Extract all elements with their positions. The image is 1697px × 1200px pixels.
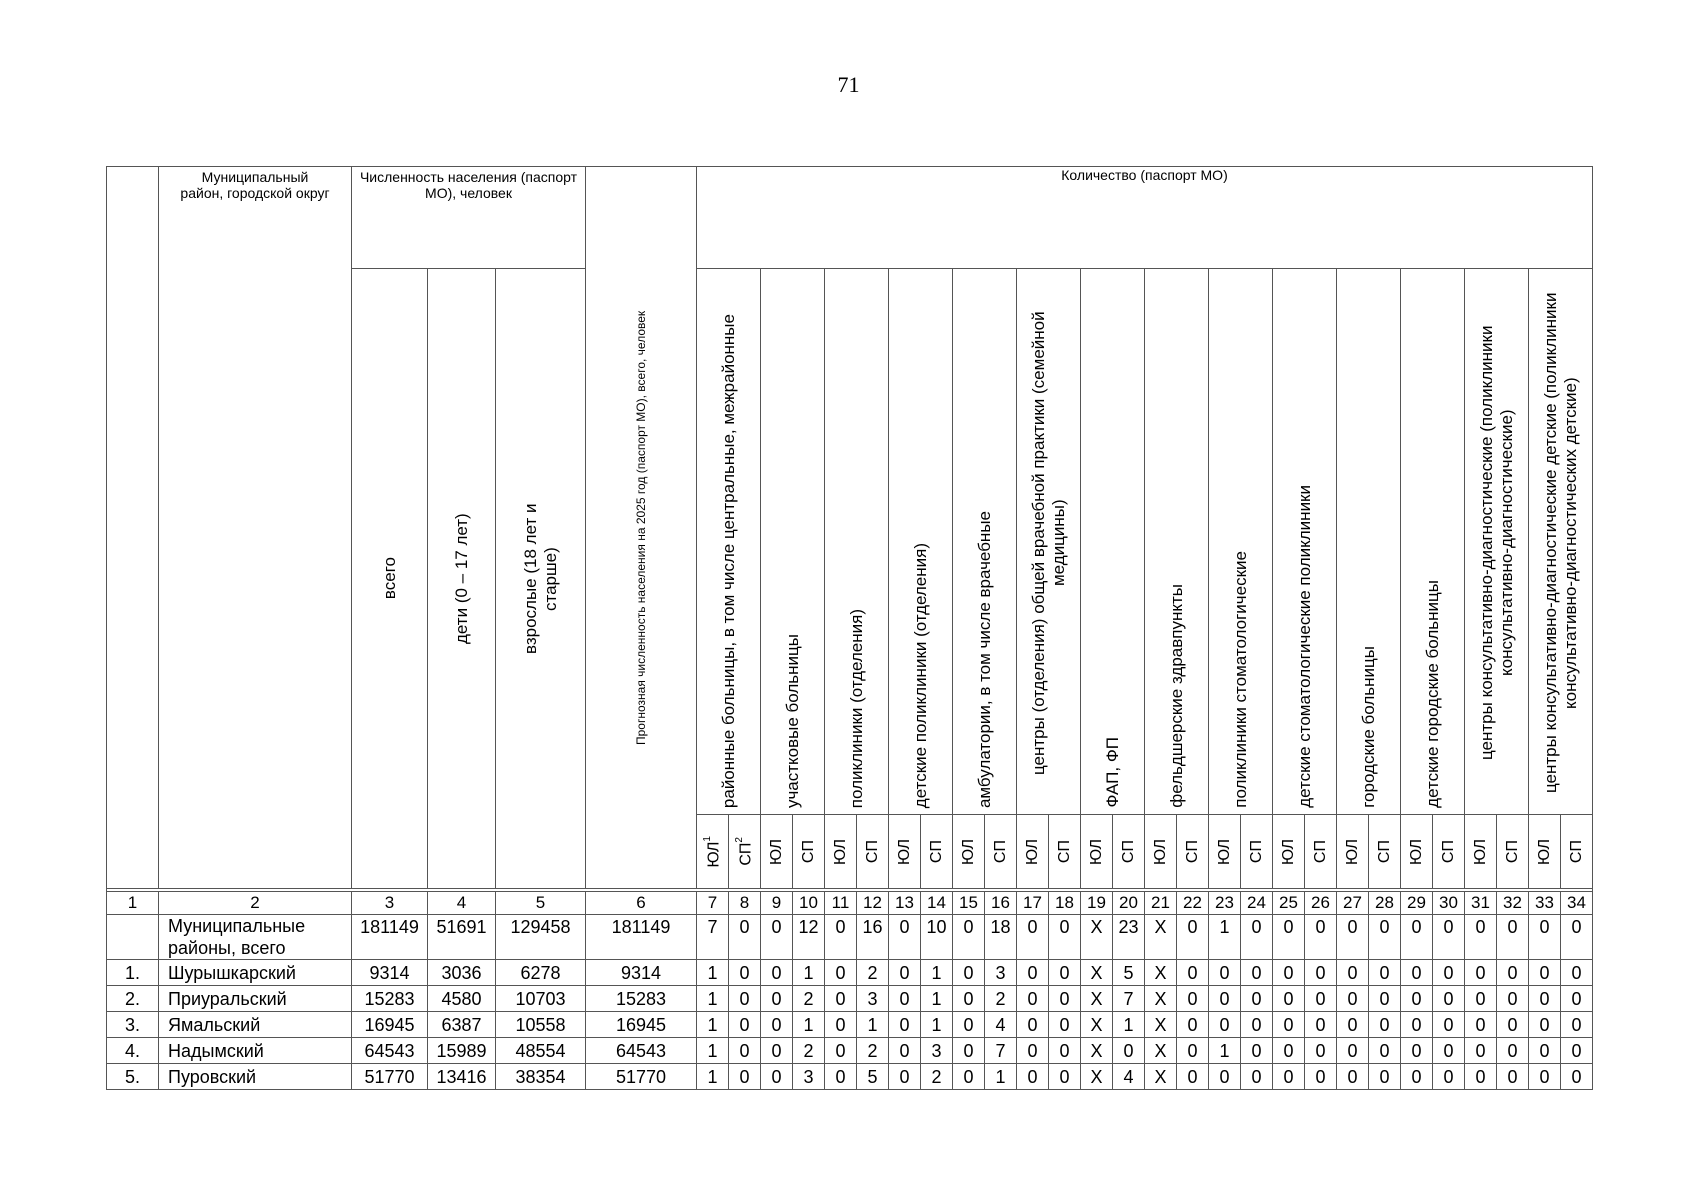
population-children: 13416 (428, 1064, 496, 1090)
facility-count: 0 (889, 986, 921, 1012)
facility-count: 1 (1113, 1012, 1145, 1038)
facility-count: 0 (1177, 1012, 1209, 1038)
facility-count: 1 (985, 1064, 1017, 1090)
header-yul: $ЮЛ^1$ (697, 815, 729, 889)
facility-count: 0 (1305, 915, 1337, 960)
facility-count: 4 (1113, 1064, 1145, 1090)
row-number (107, 915, 159, 960)
header-sp: СП (1113, 815, 1145, 889)
facilities-table (106, 166, 1593, 1090)
header-category: детские поликлиники (отделения) (889, 269, 953, 815)
facility-count: 0 (1529, 915, 1561, 960)
facility-count: 0 (1241, 1064, 1273, 1090)
column-number: 25 (1273, 892, 1305, 915)
facility-count: 0 (1465, 986, 1497, 1012)
facility-count: 1 (857, 1012, 889, 1038)
district-name: Ямальский (159, 1012, 352, 1038)
column-number: 2 (159, 892, 352, 915)
column-number: 13 (889, 892, 921, 915)
facility-count: 0 (1049, 1012, 1081, 1038)
facility-count: 0 (1337, 960, 1369, 986)
facility-count: Х (1081, 915, 1113, 960)
column-number: 32 (1497, 892, 1529, 915)
header-category: центры консультативно-диагностические (поликлиники консультативно-диагностические) (1465, 269, 1529, 815)
header-sp: СП (1305, 815, 1337, 889)
facility-count: 0 (1337, 1012, 1369, 1038)
population-forecast: 51770 (586, 1064, 697, 1090)
facility-count: 0 (761, 1012, 793, 1038)
facility-count: Х (1081, 960, 1113, 986)
facility-count: 0 (1497, 1038, 1529, 1064)
facility-count: 23 (1113, 915, 1145, 960)
header-category: ФАП, ФП (1081, 269, 1145, 815)
facility-count: Х (1081, 986, 1113, 1012)
population-adults: 6278 (496, 960, 586, 986)
facility-count: 0 (1337, 1064, 1369, 1090)
header-category: поликлиники (отделения) (825, 269, 889, 815)
facility-count: 0 (1049, 960, 1081, 986)
column-number: 21 (1145, 892, 1177, 915)
table-row (107, 960, 1593, 986)
header-category: центры (отделения) общей врачебной практики (семейной медицины) (1017, 269, 1081, 815)
facility-count: 0 (1177, 915, 1209, 960)
facility-count: 0 (1369, 1012, 1401, 1038)
facility-count: 0 (953, 1064, 985, 1090)
facility-count: 16 (857, 915, 889, 960)
facility-count: 0 (1177, 1064, 1209, 1090)
facility-count: 0 (1049, 1038, 1081, 1064)
population-adults: 38354 (496, 1064, 586, 1090)
facility-count: 0 (1465, 1038, 1497, 1064)
header-sp: СП (793, 815, 825, 889)
facility-count: 3 (793, 1064, 825, 1090)
population-total: 16945 (352, 1012, 428, 1038)
facility-count: 18 (985, 915, 1017, 960)
facility-count: 0 (1561, 1064, 1593, 1090)
column-number: 10 (793, 892, 825, 915)
facility-count: 0 (1177, 960, 1209, 986)
district-name: Надымский (159, 1038, 352, 1064)
row-number: 3. (107, 1012, 159, 1038)
header-sp: СП (921, 815, 953, 889)
facility-count: 0 (1497, 1064, 1529, 1090)
facility-count: 0 (1177, 1038, 1209, 1064)
facility-count: 0 (825, 986, 857, 1012)
district-name: Муниципальные районы, всего (159, 915, 352, 960)
header-sp: СП (1497, 815, 1529, 889)
column-number: 15 (953, 892, 985, 915)
facility-count: 0 (761, 986, 793, 1012)
header-yul: ЮЛ (953, 815, 985, 889)
facility-count: 0 (1497, 960, 1529, 986)
facility-count: 0 (953, 960, 985, 986)
facility-count: 0 (1369, 986, 1401, 1012)
facility-count: 0 (825, 1038, 857, 1064)
facility-count: 0 (1561, 1038, 1593, 1064)
header-sp: СП (1241, 815, 1273, 889)
header-yul: ЮЛ (761, 815, 793, 889)
population-forecast: 16945 (586, 1012, 697, 1038)
table-row (107, 1064, 1593, 1090)
facility-count: 0 (1305, 986, 1337, 1012)
facility-count: 1 (697, 1012, 729, 1038)
table-row (107, 986, 1593, 1012)
facility-count: 4 (985, 1012, 1017, 1038)
facility-count: 0 (1209, 1012, 1241, 1038)
population-forecast: 9314 (586, 960, 697, 986)
facility-count: 1 (921, 1012, 953, 1038)
header-category: участковые больницы (761, 269, 825, 815)
column-number: 11 (825, 892, 857, 915)
facility-count: 2 (857, 1038, 889, 1064)
facility-count: Х (1145, 1012, 1177, 1038)
header-yul: ЮЛ (1529, 815, 1561, 889)
facility-count: 0 (953, 1038, 985, 1064)
facility-count: 0 (889, 915, 921, 960)
table-row (107, 1012, 1593, 1038)
column-number: 27 (1337, 892, 1369, 915)
facility-count: 0 (1401, 986, 1433, 1012)
facility-count: 3 (857, 986, 889, 1012)
facility-count: 0 (1401, 915, 1433, 960)
facility-count: 0 (1561, 915, 1593, 960)
column-number: 3 (352, 892, 428, 915)
population-adults: 129458 (496, 915, 586, 960)
facility-count: 2 (921, 1064, 953, 1090)
header-yul: ЮЛ (1209, 815, 1241, 889)
population-adults: 10703 (496, 986, 586, 1012)
facility-count: Х (1081, 1038, 1113, 1064)
facility-count: 0 (1497, 1012, 1529, 1038)
facility-count: 0 (1273, 1064, 1305, 1090)
header-yul: ЮЛ (1017, 815, 1049, 889)
facility-count: 0 (1433, 960, 1465, 986)
table-row (107, 1038, 1593, 1064)
header-pop-adults: взрослые (18 лет и старше) (496, 269, 586, 889)
header-sp: СП (1433, 815, 1465, 889)
facility-count: 0 (1273, 915, 1305, 960)
facility-count: 0 (1433, 1012, 1465, 1038)
facility-count: 10 (921, 915, 953, 960)
facility-count: 0 (1529, 1012, 1561, 1038)
column-number: 6 (586, 892, 697, 915)
facility-count: 2 (985, 986, 1017, 1012)
facility-count: 0 (1017, 1038, 1049, 1064)
column-number: 30 (1433, 892, 1465, 915)
row-number: 1. (107, 960, 159, 986)
header-quantity: Количество (паспорт МО) (697, 167, 1593, 269)
facility-count: 2 (857, 960, 889, 986)
header-yul: ЮЛ (1401, 815, 1433, 889)
facility-count: 0 (953, 1012, 985, 1038)
facility-count: 0 (1017, 1012, 1049, 1038)
facility-count: 0 (1369, 915, 1401, 960)
facility-count: 0 (825, 1064, 857, 1090)
facility-count: 0 (1049, 915, 1081, 960)
row-number: 5. (107, 1064, 159, 1090)
facility-count: Х (1145, 1038, 1177, 1064)
facility-count: 1 (697, 1038, 729, 1064)
facility-count: 0 (1529, 1038, 1561, 1064)
facility-count: 1 (697, 960, 729, 986)
population-children: 15989 (428, 1038, 496, 1064)
facility-count: 0 (953, 986, 985, 1012)
facility-count: 0 (1433, 915, 1465, 960)
facility-count: 1 (793, 960, 825, 986)
facility-count: 0 (1369, 960, 1401, 986)
header-pop-children: дети (0 – 17 лет) (428, 269, 496, 889)
facility-count: 0 (761, 960, 793, 986)
facility-count: 0 (729, 960, 761, 986)
facility-count: 0 (761, 915, 793, 960)
facility-count: Х (1145, 1064, 1177, 1090)
facility-count: 0 (1017, 915, 1049, 960)
facility-count: 7 (985, 1038, 1017, 1064)
facility-count: 0 (1369, 1038, 1401, 1064)
facility-count: 0 (1401, 960, 1433, 986)
facility-count: 0 (1561, 1012, 1593, 1038)
facility-count: Х (1081, 1012, 1113, 1038)
facility-count: 0 (1177, 986, 1209, 1012)
population-children: 3036 (428, 960, 496, 986)
facility-count: Х (1145, 960, 1177, 986)
district-name: Пуровский (159, 1064, 352, 1090)
column-number: 22 (1177, 892, 1209, 915)
column-number: 28 (1369, 892, 1401, 915)
facility-count: Х (1145, 915, 1177, 960)
facility-count: 0 (729, 1064, 761, 1090)
facility-count: 0 (1049, 1064, 1081, 1090)
facility-count: 3 (921, 1038, 953, 1064)
facility-count: 1 (1209, 1038, 1241, 1064)
row-number: 4. (107, 1038, 159, 1064)
facility-count: 0 (1433, 1038, 1465, 1064)
column-number: 31 (1465, 892, 1497, 915)
population-children: 6387 (428, 1012, 496, 1038)
facility-count: 0 (1273, 986, 1305, 1012)
header-category: поликлиники стоматологические (1209, 269, 1273, 815)
facility-count: 0 (1241, 986, 1273, 1012)
header-district: Муниципальный район, городской округ (159, 167, 352, 889)
facility-count: 0 (1273, 1012, 1305, 1038)
facility-count: 0 (1241, 1012, 1273, 1038)
facility-count: 0 (1241, 1038, 1273, 1064)
facility-count: 1 (1209, 915, 1241, 960)
facility-count: 0 (1337, 915, 1369, 960)
facility-count: 0 (1465, 915, 1497, 960)
district-name: Шурышкарский (159, 960, 352, 986)
facility-count: 0 (1465, 1064, 1497, 1090)
header-yul: ЮЛ (1337, 815, 1369, 889)
column-number: 4 (428, 892, 496, 915)
facility-count: 0 (1241, 915, 1273, 960)
header-category: районные больницы, в том числе центральные, межрайонные (697, 269, 761, 815)
header-forecast: Прогнозная численность населения на 2025 год (паспорт МО), всего, человек (586, 167, 697, 889)
header-row-number (107, 167, 159, 889)
column-number: 34 (1561, 892, 1593, 915)
population-total: 51770 (352, 1064, 428, 1090)
facility-count: 0 (1465, 960, 1497, 986)
district-name: Приуральский (159, 986, 352, 1012)
header-category: детские стоматологические поликлиники (1273, 269, 1337, 815)
facility-count: 1 (921, 986, 953, 1012)
facility-count: 0 (1049, 986, 1081, 1012)
facility-count: 0 (1369, 1064, 1401, 1090)
facility-count: 1 (697, 1064, 729, 1090)
facility-count: 0 (1497, 986, 1529, 1012)
population-forecast: 15283 (586, 986, 697, 1012)
column-number: 19 (1081, 892, 1113, 915)
facility-count: 0 (1305, 1012, 1337, 1038)
facility-count: 3 (985, 960, 1017, 986)
facility-count: 0 (1209, 986, 1241, 1012)
column-number: 12 (857, 892, 889, 915)
facility-count: 0 (1529, 960, 1561, 986)
facility-count: 0 (1433, 986, 1465, 1012)
facility-count: 0 (1401, 1012, 1433, 1038)
facility-count: 0 (889, 1012, 921, 1038)
facility-count: 0 (1209, 1064, 1241, 1090)
header-category: городские больницы (1337, 269, 1401, 815)
population-total: 9314 (352, 960, 428, 986)
facility-count: 0 (1433, 1064, 1465, 1090)
facility-count: 0 (1337, 1038, 1369, 1064)
facility-count: 1 (921, 960, 953, 986)
facility-count: Х (1145, 986, 1177, 1012)
column-number: 17 (1017, 892, 1049, 915)
column-number: 5 (496, 892, 586, 915)
header-sp: СП (1561, 815, 1593, 889)
header-pop-total: всего (352, 269, 428, 889)
population-adults: 48554 (496, 1038, 586, 1064)
header-category: фельдшерские здравпункты (1145, 269, 1209, 815)
facility-count: 0 (953, 915, 985, 960)
header-yul: ЮЛ (1145, 815, 1177, 889)
facility-count: 0 (1017, 986, 1049, 1012)
facility-count: 0 (825, 1012, 857, 1038)
column-number: 14 (921, 892, 953, 915)
facility-count: 0 (1241, 960, 1273, 986)
column-number: 20 (1113, 892, 1145, 915)
facility-count: 0 (889, 1064, 921, 1090)
facility-count: 0 (1529, 986, 1561, 1012)
facility-count: 12 (793, 915, 825, 960)
facility-count: 0 (825, 915, 857, 960)
header-yul: ЮЛ (1273, 815, 1305, 889)
column-number: 26 (1305, 892, 1337, 915)
header-category: центры консультативно-диагностические детские (поликлиники консультативно-диагностических детские) (1529, 269, 1593, 815)
column-number: 16 (985, 892, 1017, 915)
facility-count: 0 (761, 1064, 793, 1090)
facility-count: 0 (1113, 1038, 1145, 1064)
facility-count: 0 (1305, 1038, 1337, 1064)
column-number: 23 (1209, 892, 1241, 915)
facility-count: 0 (1273, 960, 1305, 986)
facility-count: 7 (697, 915, 729, 960)
column-number: 9 (761, 892, 793, 915)
population-total: 181149 (352, 915, 428, 960)
facility-count: 7 (1113, 986, 1145, 1012)
header-sp: СП (985, 815, 1017, 889)
facility-count: 0 (1529, 1064, 1561, 1090)
column-number: 33 (1529, 892, 1561, 915)
facility-count: Х (1081, 1064, 1113, 1090)
column-number: 8 (729, 892, 761, 915)
facility-count: 0 (1017, 1064, 1049, 1090)
facility-count: 0 (825, 960, 857, 986)
header-sp: СП (1049, 815, 1081, 889)
header-yul: ЮЛ (1465, 815, 1497, 889)
facility-count: 5 (1113, 960, 1145, 986)
header-sp: СП (857, 815, 889, 889)
facility-count: 2 (793, 1038, 825, 1064)
header-population: Численность населения (паспорт МО), человек (352, 167, 586, 269)
facility-count: 0 (1305, 1064, 1337, 1090)
page-number: 71 (837, 72, 860, 97)
population-total: 64543 (352, 1038, 428, 1064)
table-row (107, 915, 1593, 960)
header-sp: СП (1177, 815, 1209, 889)
column-number: 7 (697, 892, 729, 915)
facility-count: 0 (761, 1038, 793, 1064)
population-forecast: 64543 (586, 1038, 697, 1064)
facility-count: 2 (793, 986, 825, 1012)
header-category: амбулатории, в том числе врачебные (953, 269, 1017, 815)
facility-count: 0 (729, 1038, 761, 1064)
facility-count: 0 (1337, 986, 1369, 1012)
column-number: 24 (1241, 892, 1273, 915)
population-children: 4580 (428, 986, 496, 1012)
population-total: 15283 (352, 986, 428, 1012)
facility-count: 1 (793, 1012, 825, 1038)
facility-count: 0 (889, 960, 921, 986)
header-sp: $СП^2$ (729, 815, 761, 889)
header-yul: ЮЛ (889, 815, 921, 889)
facility-count: 1 (697, 986, 729, 1012)
facility-count: 0 (1401, 1064, 1433, 1090)
column-numbers-row (107, 892, 1593, 915)
facility-count: 0 (1561, 960, 1593, 986)
facility-count: 0 (1465, 1012, 1497, 1038)
facility-count: 0 (1209, 960, 1241, 986)
row-number: 2. (107, 986, 159, 1012)
facility-count: 0 (1305, 960, 1337, 986)
column-number: 18 (1049, 892, 1081, 915)
facility-count: 0 (1401, 1038, 1433, 1064)
facility-count: 0 (729, 986, 761, 1012)
facility-count: 0 (729, 915, 761, 960)
facility-count: 0 (889, 1038, 921, 1064)
facility-count: 0 (1561, 986, 1593, 1012)
facility-count: 0 (1273, 1038, 1305, 1064)
facility-count: 0 (729, 1012, 761, 1038)
header-yul: ЮЛ (825, 815, 857, 889)
population-children: 51691 (428, 915, 496, 960)
column-number: 29 (1401, 892, 1433, 915)
facility-count: 5 (857, 1064, 889, 1090)
facility-count: 0 (1497, 915, 1529, 960)
header-yul: ЮЛ (1081, 815, 1113, 889)
header-category: детские городские больницы (1401, 269, 1465, 815)
population-forecast: 181149 (586, 915, 697, 960)
facility-count: 0 (1017, 960, 1049, 986)
header-sp: СП (1369, 815, 1401, 889)
population-adults: 10558 (496, 1012, 586, 1038)
column-number: 1 (107, 892, 159, 915)
